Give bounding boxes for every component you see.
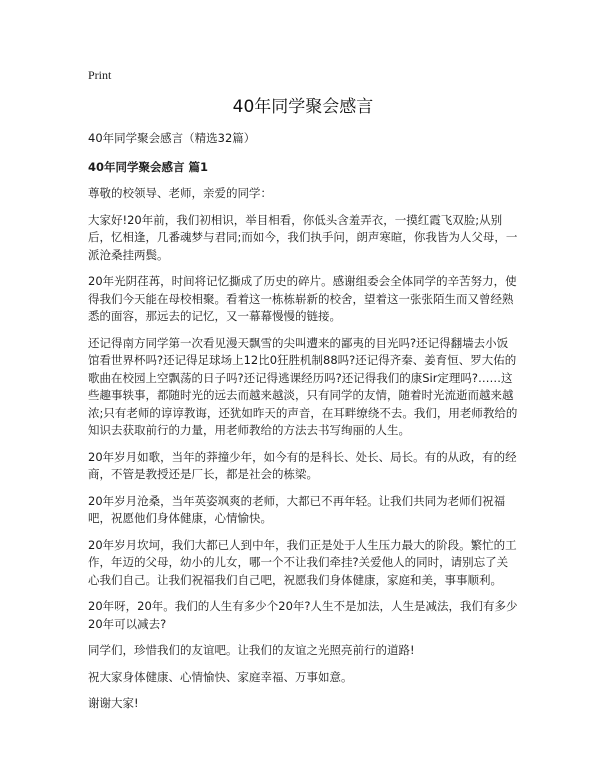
document-subtitle: 40年同学聚会感言（精选32篇） [88, 131, 256, 145]
paragraph-5: 20年岁月沧桑，当年英姿飒爽的老师，大都已不再年轻。让我们共同为老师们祝福吧，祝愿他们身体健康，心情愉快。 [88, 493, 506, 525]
article-body [88, 185, 518, 713]
paragraph-3: 还记得南方同学第一次看见漫天飘雪的尖叫遭来的鄙夷的目光吗?还记得翻墙去小饭馆看世界杯吗?还记得足球场上12比0狂胜机制88吗?还记得齐秦、姜育恒、罗大佑的歌曲在校园上空飘荡的日子吗?还记得逃课经历吗?还记得我们的康Sir定理吗?……这些趣事轶事，都随时光的远去而越来越淡，只有同学的友情，随着时光流逝而越来越浓;只有老师的谆谆教诲，还犹如昨天的声音，在耳畔缭绕不去。我们，用老师教给的知识去获取前行的力量，用老师教给的方法去书写绚丽的人生。 [88, 335, 518, 437]
paragraph-8: 同学们，珍惜我们的友谊吧。让我们的友谊之光照亮前行的道路! [88, 643, 415, 657]
print-link[interactable]: Print [88, 68, 112, 82]
paragraph-1: 大家好!20年前，我们初相识，举目相看，你低头含羞弄衣，一摸红霞飞双脸;从别后，忆相逢，几番魂梦与君同;而如今，我们执手问，朗声寒暄，你我皆为人父母，一派沧桑挂两鬓。 [88, 212, 518, 262]
paragraph-6: 20年岁月坎坷，我们大都已人到中年，我们正是处于人生压力最大的阶段。繁忙的工作，年迈的父母，幼小的儿女，哪一个不让我们牵挂?关爱他人的同时，请别忘了关心我们自己。让我们祝福我们自己吧，祝愿我们身体健康，家庭和美，事事顺利。 [88, 537, 517, 587]
page-title: 40年同学聚会感言 [232, 97, 374, 117]
paragraph-2: 20年光阴荏苒，时间将记忆撕成了历史的碎片。感谢组委会全体同学的辛苦努力，使得我们今天能在母校相聚。看着这一栋栋崭新的校舍，望着这一张张陌生而又曾经熟悉的面容，那远去的记忆，又一幕幕慢慢的链接。 [88, 274, 517, 323]
paragraph-9: 祝大家身体健康、心情愉快、家庭幸福、万事如意。 [88, 669, 353, 684]
paragraph-greeting: 尊敬的校领导、老师，亲爱的同学： [88, 186, 272, 200]
paragraph-closing: 谢谢大家! [88, 696, 139, 710]
paragraph-7: 20年呀，20年。我们的人生有多少个20年?人生不是加法，人生是减法，我们有多少20年可以减去? [88, 599, 518, 631]
section-heading: 40年同学聚会感言 篇1 [88, 160, 209, 174]
paragraph-4: 20年岁月如歌，当年的莽撞少年，如今有的是科长、处长、局长。有的从政，有的经商，不管是教授还是厂长，都是社会的栋梁。 [88, 449, 517, 481]
